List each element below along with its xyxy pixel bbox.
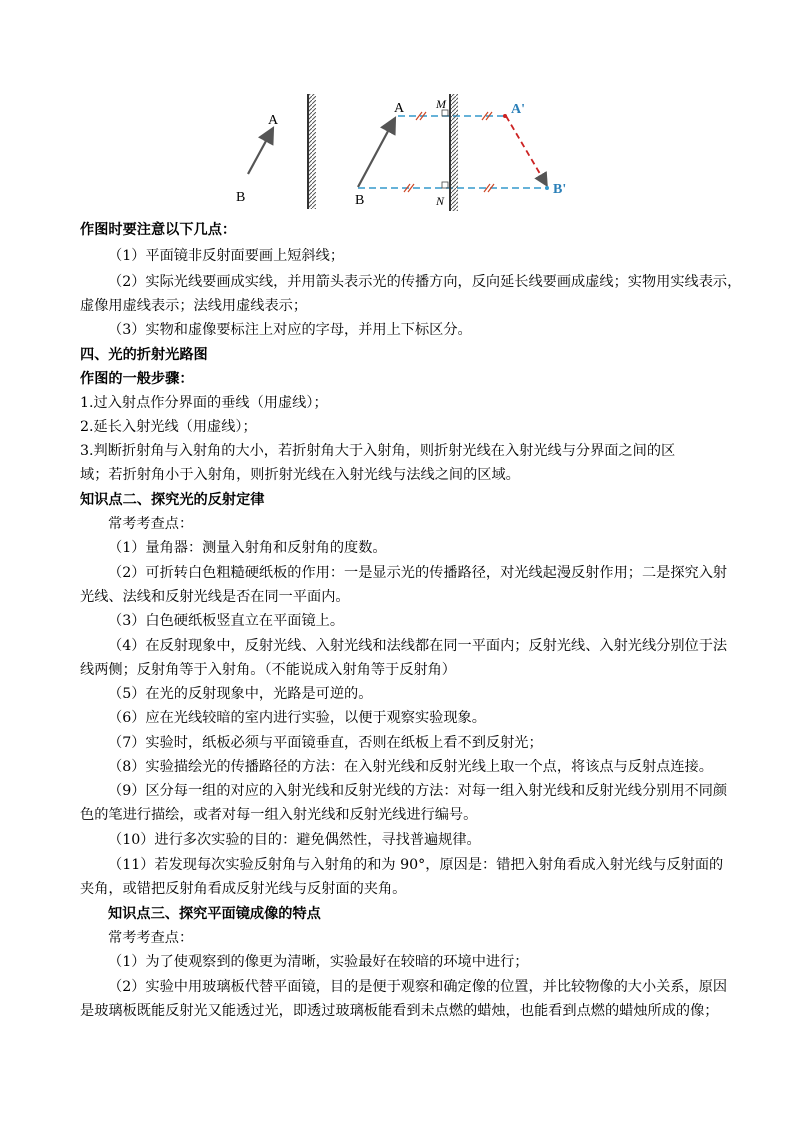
text-line: 光线、法线和反射光线是否在同一平面内。 [80, 589, 350, 605]
label-b-image: B' [553, 182, 567, 197]
text-line: 线两侧；反射角等于入射角。（不能说成入射角等于反射角） [80, 662, 456, 678]
text-line: （7）实验时，纸板必须与平面镜垂直，否则在纸板上看不到反射光； [108, 735, 543, 751]
section-heading: 四、光的折射光路图 [80, 347, 208, 363]
text-line: 域；若折射角小于入射角，则折射光线在入射光线与法线之间的区域。 [80, 467, 520, 483]
right-diagram [355, 94, 566, 211]
object-ab-arrow [358, 120, 394, 187]
text-line: 夹角，或错把反射角看成反射光线与反射面的夹角。 [80, 881, 407, 897]
text-line: （8）实验描绘光的传播路径的方法：在入射光线和反射光线上取一个点，将该点与反射点连接。 [108, 759, 713, 775]
section-heading: 知识点二、探究光的反射定律 [80, 492, 265, 508]
label-m: M [436, 97, 446, 111]
text-line: （2）实验中用玻璃板代替平面镜，目的是便于观察和确定像的位置，并比较物像的大小关系，原因 [108, 979, 728, 995]
text-line: 虚像用虚线表示；法线用虚线表示； [80, 298, 308, 314]
text-line: （9）区分每一组的对应的入射光线和反射光线的方法：对每一组入射光线和反射光线分别用不同颜 [108, 783, 728, 799]
text-line: （2）可折转白色粗糙硬纸板的作用：一是显示光的传播路径，对光线起漫反射作用；二是探究入射 [108, 565, 728, 581]
right-mirror [450, 94, 458, 211]
text-line: （3）白色硬纸板竖直立在平面镜上。 [108, 613, 345, 629]
text-line: （2）实际光线要画成实线，并用箭头表示光的传播方向，反向延长线要画成虚线；实物用实线表示， [108, 274, 742, 290]
right-label-a: A [394, 101, 405, 116]
text-line: （6）应在光线较暗的室内进行实验，以便于观察实验现象。 [108, 710, 486, 726]
image-dashed-line [506, 116, 546, 184]
notes-heading: 作图时要注意以下几点： [80, 222, 237, 238]
text-line: （11）若发现每次实验反射角与入射角的和为 90°，原因是：错把入射角看成入射光线与反射面的 [108, 857, 724, 873]
text-line: 常考考查点： [108, 516, 194, 532]
text-line: （3）实物和虚像要标注上对应的字母，并用上下标区分。 [108, 322, 472, 338]
text-line: 2.延长入射光线（用虚线）； [80, 419, 257, 435]
text-line: （10）进行多次实验的目的：避免偶然性，寻找普遍规律。 [108, 832, 481, 848]
label-a-image: A' [511, 102, 525, 117]
text-line: 1.过入射点作分界面的垂线（用虚线）； [80, 395, 328, 411]
left-object-arrow [248, 130, 272, 174]
text-line: 常考考查点： [108, 930, 194, 946]
left-label-a: A [268, 113, 279, 128]
sub-heading: 作图的一般步骤： [80, 371, 194, 387]
label-n: N [436, 194, 445, 208]
text-line: 3.判断折射角与入射角的大小，若折射角大于入射角，则折射光线在入射光线与分界面之间的区 [80, 443, 676, 459]
right-label-b: B [355, 193, 365, 208]
left-label-b: B [236, 190, 246, 205]
section-heading: 知识点三、探究平面镜成像的特点 [108, 906, 321, 922]
text-line: （5）在光的反射现象中，光路是可逆的。 [108, 686, 373, 702]
text-line: （1）平面镜非反射面要画上短斜线； [108, 248, 345, 264]
left-mirror [308, 94, 316, 209]
mirror-diagram [200, 92, 620, 217]
text-line: 是玻璃板既能反射光又能透过光，即透过玻璃板能看到未点燃的蜡烛，也能看到点燃的蜡烛所成的像； [80, 1003, 719, 1019]
left-diagram [236, 94, 316, 209]
text-line: 色的笔进行描绘，或者对每一组入射光线和反射光线进行编号。 [80, 807, 478, 823]
text-line: （1）为了使观察到的像更为清晰，实验最好在较暗的环境中进行； [108, 954, 529, 970]
text-line: （1）量角器：测量入射角和反射角的度数。 [108, 540, 387, 556]
text-line: （4）在反射现象中，反射光线、入射光线和法线都在同一平面内；反射光线、入射光线分别位于法 [108, 638, 728, 654]
